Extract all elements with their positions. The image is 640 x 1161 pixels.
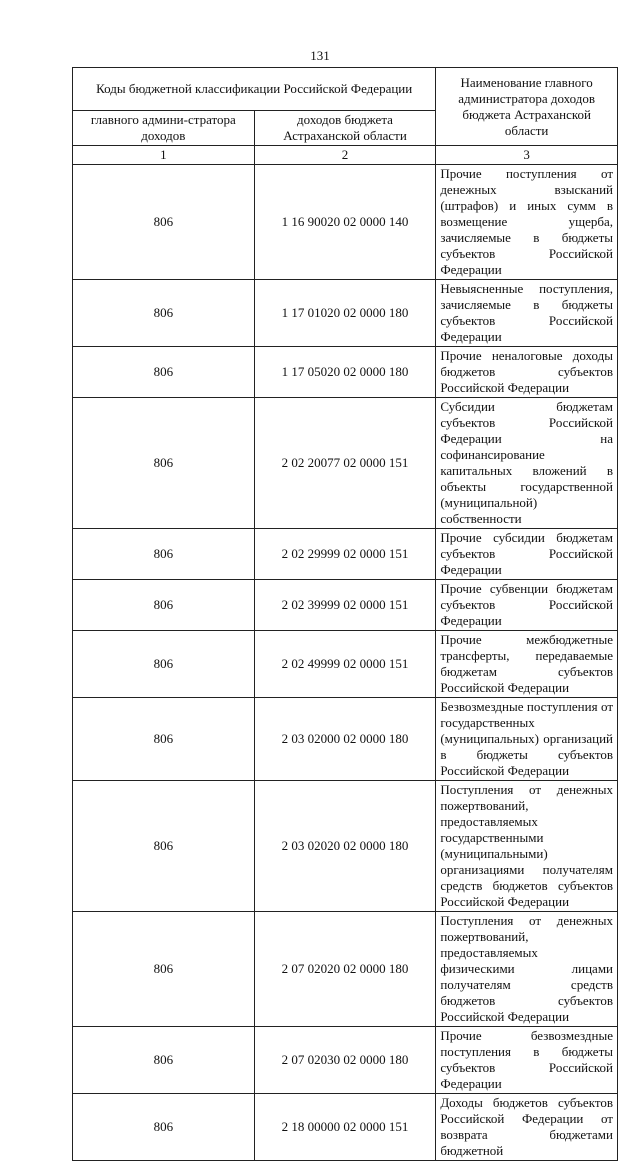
income-code-cell: 2 02 29999 02 0000 151: [254, 529, 436, 580]
admin-code-cell: 806: [73, 631, 255, 698]
admin-code-cell: 806: [73, 347, 255, 398]
income-code-cell: 1 17 05020 02 0000 180: [254, 347, 436, 398]
budget-classification-table: [72, 67, 618, 1161]
description-cell: Доходы бюджетов субъектов Российской Федерации от возврата бюджетами бюджетной: [436, 1094, 618, 1161]
admin-code-cell: 806: [73, 781, 255, 912]
table-header: [73, 68, 618, 165]
income-code-cell: 2 18 00000 02 0000 151: [254, 1094, 436, 1161]
header-group-title: Коды бюджетной классификации Российской Федерации: [73, 68, 436, 111]
page-number: 131: [310, 48, 330, 63]
table-row: [73, 580, 618, 631]
income-code-cell: 2 07 02030 02 0000 180: [254, 1027, 436, 1094]
income-code-cell: 1 16 90020 02 0000 140: [254, 165, 436, 280]
column-number-2: 2: [254, 146, 436, 165]
admin-code-cell: 806: [73, 580, 255, 631]
table-row: [73, 912, 618, 1027]
admin-code-cell: 806: [73, 280, 255, 347]
header-row-numbers: [73, 146, 618, 165]
description-cell: Прочие субвенции бюджетам субъектов Российской Федерации: [436, 580, 618, 631]
column-number-1: 1: [73, 146, 255, 165]
income-code-cell: 2 02 49999 02 0000 151: [254, 631, 436, 698]
description-cell: Прочие межбюджетные трансферты, передаваемые бюджетам субъектов Российской Федерации: [436, 631, 618, 698]
income-code-cell: 2 03 02020 02 0000 180: [254, 781, 436, 912]
income-code-cell: 2 07 02020 02 0000 180: [254, 912, 436, 1027]
header-income-code: доходов бюджета Астраханской области: [254, 111, 436, 146]
admin-code-cell: 806: [73, 529, 255, 580]
description-cell: Прочие поступления от денежных взысканий (штрафов) и иных сумм в возмещение ущерба, зачисляемые в бюджеты субъектов Российской Федерации: [436, 165, 618, 280]
description-cell: Безвозмездные поступления от государственных (муниципальных) организаций в бюджеты субъектов Российской Федерации: [436, 698, 618, 781]
admin-code-cell: 806: [73, 1094, 255, 1161]
admin-code-cell: 806: [73, 165, 255, 280]
table-row: [73, 1027, 618, 1094]
admin-code-cell: 806: [73, 398, 255, 529]
description-cell: Невыясненные поступления, зачисляемые в бюджеты субъектов Российской Федерации: [436, 280, 618, 347]
table-row: [73, 165, 618, 280]
description-cell: Прочие субсидии бюджетам субъектов Российской Федерации: [436, 529, 618, 580]
table-row: [73, 631, 618, 698]
table-row: [73, 347, 618, 398]
income-code-cell: 1 17 01020 02 0000 180: [254, 280, 436, 347]
table-body: [73, 165, 618, 1161]
description-cell: Поступления от денежных пожертвований, предоставляемых государственными (муниципальными) организациями получателям средств бюджетов субъектов Российской Федерации: [436, 781, 618, 912]
table-row: [73, 1094, 618, 1161]
table-row: [73, 529, 618, 580]
table-row: [73, 280, 618, 347]
admin-code-cell: 806: [73, 912, 255, 1027]
header-admin-name: Наименование главного администратора доходов бюджета Астраханской области: [436, 68, 618, 146]
income-code-cell: 2 03 02000 02 0000 180: [254, 698, 436, 781]
table-row: [73, 398, 618, 529]
income-code-cell: 2 02 39999 02 0000 151: [254, 580, 436, 631]
header-row-group: [73, 68, 618, 111]
admin-code-cell: 806: [73, 1027, 255, 1094]
income-code-cell: 2 02 20077 02 0000 151: [254, 398, 436, 529]
description-cell: Поступления от денежных пожертвований, предоставляемых физическими лицами получателям средств бюджетов субъектов Российской Федерации: [436, 912, 618, 1027]
column-number-3: 3: [436, 146, 618, 165]
description-cell: Прочие неналоговые доходы бюджетов субъектов Российской Федерации: [436, 347, 618, 398]
table-row: [73, 698, 618, 781]
description-cell: Прочие безвозмездные поступления в бюджеты субъектов Российской Федерации: [436, 1027, 618, 1094]
description-cell: Субсидии бюджетам субъектов Российской Федерации на софинансирование капитальных вложений в объекты государственной (муниципальной) собственности: [436, 398, 618, 529]
table-row: [73, 781, 618, 912]
admin-code-cell: 806: [73, 698, 255, 781]
header-admin-code: главного админи-стратора доходов: [73, 111, 255, 146]
